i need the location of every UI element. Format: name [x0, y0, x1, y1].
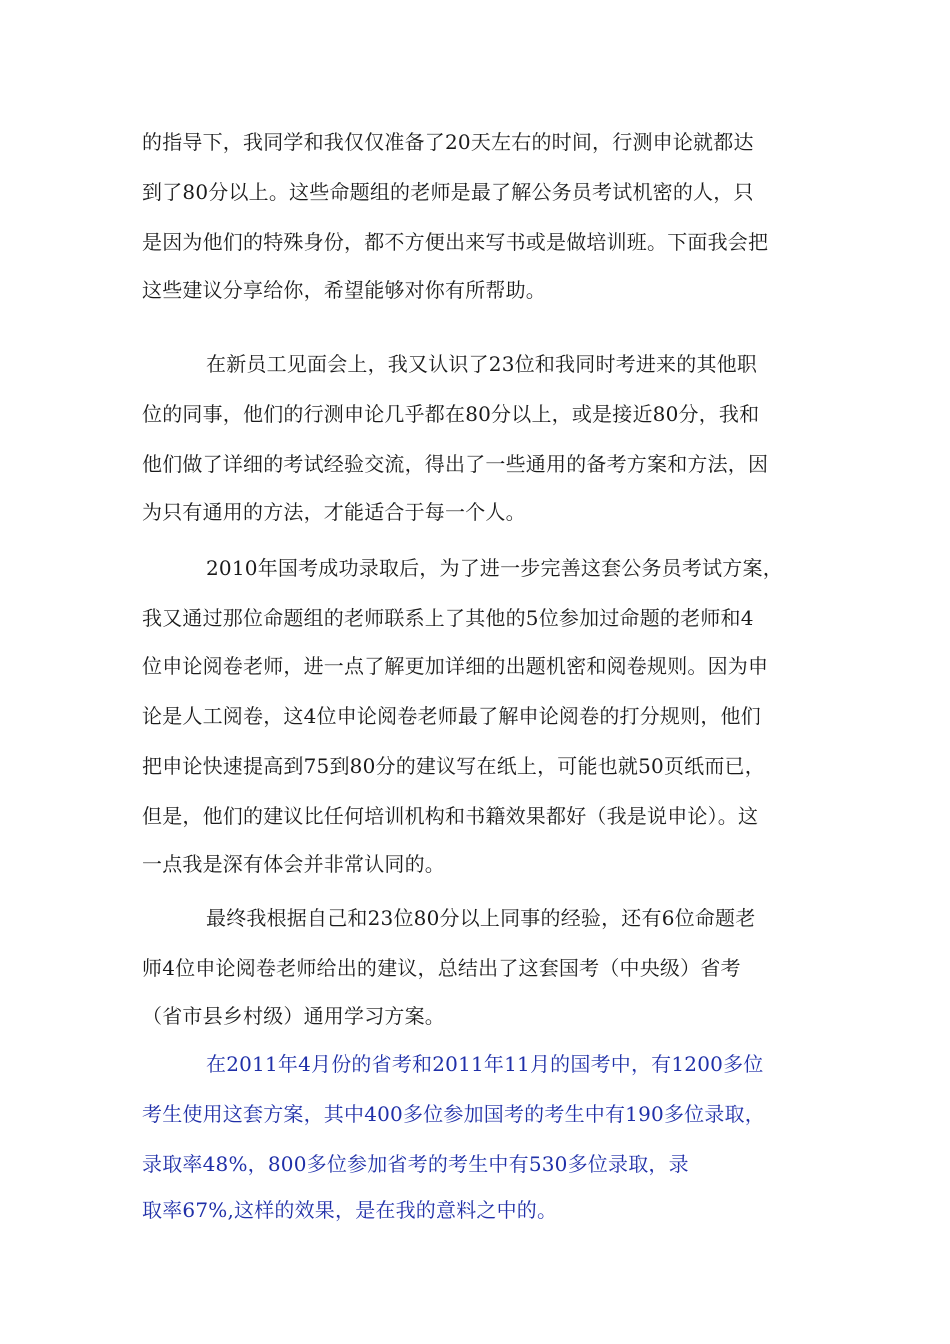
paragraph-4-line-3: （省市县乡村级）通用学习方案。 [142, 1004, 445, 1028]
paragraph-3-line-1: 2010年国考成功录取后，为了进一步完善这套公务员考试方案， [206, 556, 783, 580]
paragraph-1-line-3: 是因为他们的特殊身份，都不方便出来写书或是做培训班。下面我会把 [142, 230, 769, 254]
paragraph-5-line-4: 取率67%,这样的效果，是在我的意料之中的。 [142, 1198, 558, 1222]
paragraph-3-line-4: 论是人工阅卷，这4位申论阅卷老师最了解申论阅卷的打分规则，他们 [142, 704, 761, 728]
paragraph-3-line-5: 把申论快速提高到75到80分的建议写在纸上，可能也就50页纸而已， [142, 754, 765, 778]
paragraph-3-line-2: 我又通过那位命题组的老师联系上了其他的5位参加过命题的老师和4 [142, 606, 754, 630]
paragraph-1-line-2: 到了80分以上。这些命题组的老师是最了解公务员考试机密的人，只 [142, 180, 754, 204]
paragraph-2-line-1: 在新员工见面会上，我又认识了23位和我同时考进来的其他职 [206, 352, 758, 376]
paragraph-2-line-3: 他们做了详细的考试经验交流，得出了一些通用的备考方案和方法，因 [142, 452, 769, 476]
paragraph-5-line-2: 考生使用这套方案，其中400多位参加国考的考生中有190多位录取， [142, 1102, 765, 1126]
paragraph-3-line-6: 但是，他们的建议比任何培训机构和书籍效果都好（我是说申论）。这 [142, 804, 759, 828]
paragraph-2-line-4: 为只有通用的方法，才能适合于每一个人。 [142, 500, 526, 524]
paragraph-3-line-7: 一点我是深有体会并非常认同的。 [142, 852, 445, 876]
paragraph-5-line-1: 在2011年4月份的省考和2011年11月的国考中，有1200多位 [206, 1052, 764, 1076]
paragraph-4-line-1: 最终我根据自己和23位80分以上同事的经验，还有6位命题老 [206, 906, 756, 930]
paragraph-1-line-1: 的指导下，我同学和我仅仅准备了20天左右的时间，行测申论就都达 [142, 130, 754, 154]
paragraph-5-line-3: 录取率48%，800多位参加省考的考生中有530多位录取，录 [142, 1152, 689, 1176]
paragraph-4-line-2: 师4位申论阅卷老师给出的建议，总结出了这套国考（中央级）省考 [142, 956, 741, 980]
paragraph-3-line-3: 位申论阅卷老师，进一点了解更加详细的出题机密和阅卷规则。因为申 [142, 654, 769, 678]
paragraph-1-line-4: 这些建议分享给你，希望能够对你有所帮助。 [142, 278, 546, 302]
paragraph-2-line-2: 位的同事，他们的行测申论几乎都在80分以上，或是接近80分，我和 [142, 402, 760, 426]
